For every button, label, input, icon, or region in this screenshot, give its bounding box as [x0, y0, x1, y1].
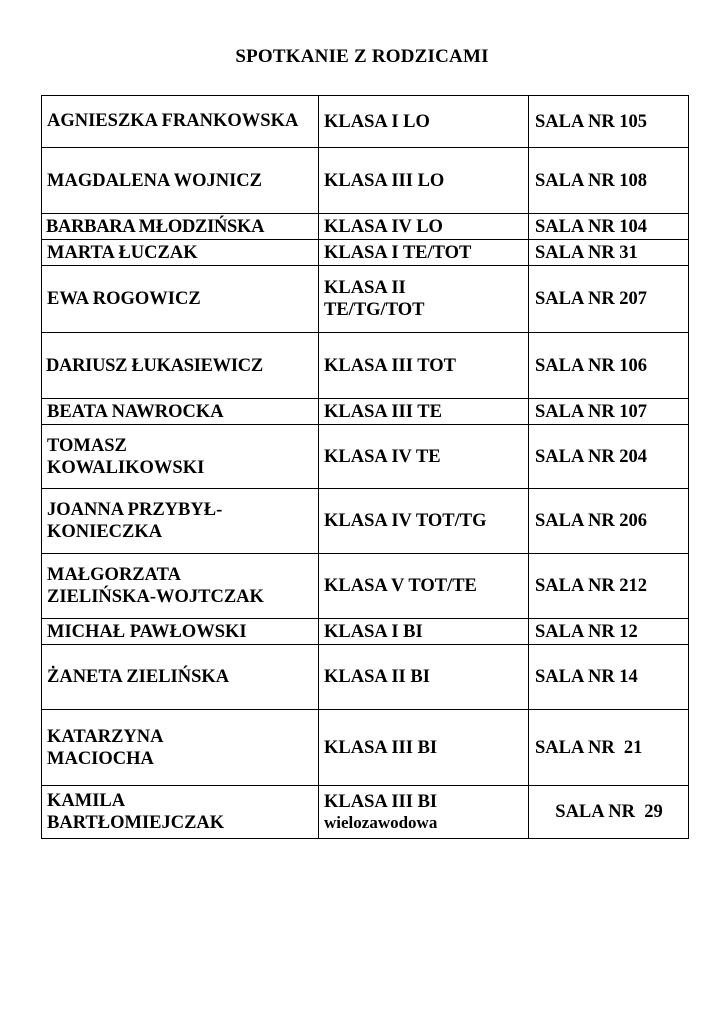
table-row: [42, 645, 689, 710]
room-cell: SALA NR 106: [529, 333, 689, 399]
table-row: [42, 786, 689, 839]
room-cell: SALA NR 104: [529, 214, 689, 240]
class-cell: KLASA II BI: [319, 645, 529, 710]
table-row: [42, 399, 689, 425]
page-title: SPOTKANIE Z RODZICAMI: [235, 46, 489, 67]
room-cell: SALA NR 12: [529, 619, 689, 645]
class-cell: KLASA I TE/TOT: [319, 240, 529, 266]
class-cell: [319, 786, 529, 839]
class-cell: KLASA III BI: [319, 710, 529, 786]
teacher-cell: DARIUSZ ŁUKASIEWICZ: [42, 333, 319, 399]
class-cell: KLASA I LO: [319, 96, 529, 148]
room-cell: SALA NR 206: [529, 489, 689, 554]
table-row: [42, 148, 689, 214]
table-row: [42, 240, 689, 266]
class-cell: KLASA I BI: [319, 619, 529, 645]
teacher-cell: MICHAŁ PAWŁOWSKI: [42, 619, 319, 645]
teacher-cell: EWA ROGOWICZ: [42, 266, 319, 333]
table-row: [42, 266, 689, 333]
teacher-cell: KAMILA BARTŁOMIEJCZAK: [42, 786, 319, 839]
table-row: [42, 425, 689, 489]
class-label: KLASA III BI: [324, 792, 438, 812]
table-row: [42, 554, 689, 619]
class-cell: KLASA IV TOT/TG: [319, 489, 529, 554]
room-cell: SALA NR 29: [529, 786, 689, 839]
teacher-cell: MARTA ŁUCZAK: [42, 240, 319, 266]
teacher-cell: ŻANETA ZIELIŃSKA: [42, 645, 319, 710]
teacher-cell: TOMASZ KOWALIKOWSKI: [42, 425, 319, 489]
class-cell: KLASA V TOT/TE: [319, 554, 529, 619]
class-cell: KLASA III TE: [319, 399, 529, 425]
room-cell: SALA NR 21: [529, 710, 689, 786]
teacher-cell: MAGDALENA WOJNICZ: [42, 148, 319, 214]
table-row: [42, 710, 689, 786]
room-cell: SALA NR 107: [529, 399, 689, 425]
teacher-cell: BEATA NAWROCKA: [42, 399, 319, 425]
teacher-cell: JOANNA PRZYBYŁ-KONIECZKA: [42, 489, 319, 554]
teacher-cell: KATARZYNA MACIOCHA: [42, 710, 319, 786]
table-row: [42, 214, 689, 240]
teacher-cell: MAŁGORZATA ZIELIŃSKA-WOJTCZAK: [42, 554, 319, 619]
class-cell: KLASA III TOT: [319, 333, 529, 399]
room-cell: SALA NR 204: [529, 425, 689, 489]
room-cell: SALA NR 105: [529, 96, 689, 148]
table-row: [42, 619, 689, 645]
schedule-table: [41, 95, 689, 839]
class-note: wielozawodowa: [324, 813, 438, 832]
room-cell: SALA NR 14: [529, 645, 689, 710]
class-cell: KLASA IV TE: [319, 425, 529, 489]
table-row: [42, 96, 689, 148]
room-cell: SALA NR 212: [529, 554, 689, 619]
class-cell: KLASA IV LO: [319, 214, 529, 240]
room-cell: SALA NR 207: [529, 266, 689, 333]
table-row: [42, 489, 689, 554]
teacher-cell: AGNIESZKA FRANKOWSKA: [42, 96, 319, 148]
class-cell: KLASA II TE/TG/TOT: [319, 266, 529, 333]
class-cell: KLASA III LO: [319, 148, 529, 214]
room-cell: SALA NR 108: [529, 148, 689, 214]
room-cell: SALA NR 31: [529, 240, 689, 266]
teacher-cell: BARBARA MŁODZIŃSKA: [42, 214, 319, 240]
table-row: [42, 333, 689, 399]
